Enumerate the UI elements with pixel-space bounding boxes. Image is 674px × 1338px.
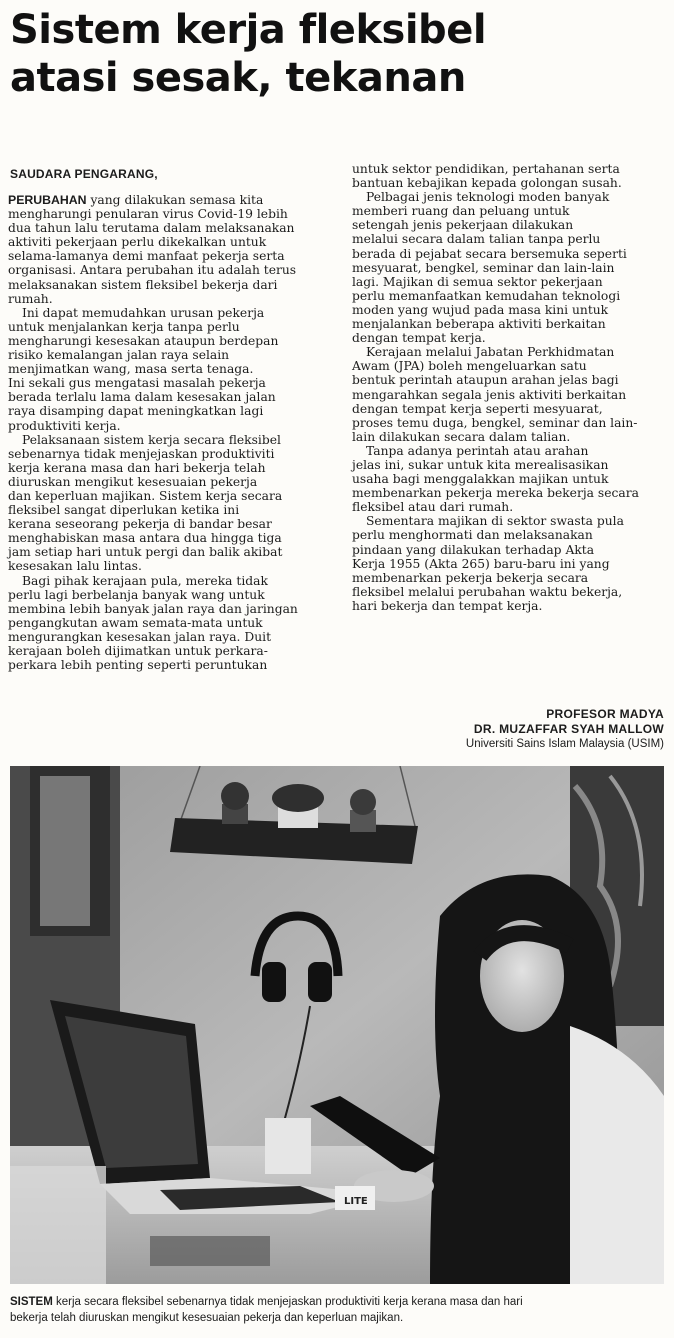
text-line: lain dilakukan secara dalam talian. xyxy=(352,429,571,444)
article-photo xyxy=(10,766,664,1284)
lead-word: PERUBAHAN xyxy=(8,193,87,207)
caption-line-2: bekerja telah diuruskan mengikut kesesuaian pekerja dan keperluan majikan. xyxy=(10,1312,404,1324)
text-line: perlu menghormati dan melaksanakan xyxy=(352,528,593,543)
text-line: kesesakan lalu lintas. xyxy=(8,559,142,574)
text-line: menjalankan beberapa aktiviti berkaitan xyxy=(352,317,606,332)
text-line: perlu lagi berbelanja banyak wang untuk xyxy=(8,587,265,602)
text-line: Awam (JPA) boleh mengeluarkan satu xyxy=(352,359,587,374)
text-line: aktiviti pekerjaan perlu dikekalkan untuk xyxy=(8,235,267,250)
photo-caption xyxy=(10,1294,670,1326)
text-line: untuk menjalankan kerja tanpa perlu xyxy=(8,319,240,334)
text-line: mengurangkan kesesakan jalan raya. Duit xyxy=(8,629,272,644)
text-line: jam setiap hari untuk pergi dan balik akibat xyxy=(8,545,283,560)
text-line: diuruskan mengikut kesesuaian pekerja xyxy=(8,474,258,489)
text-line: PERUBAHAN yang dilakukan semasa kita xyxy=(8,193,264,207)
text-line: lagi. Majikan di semua sektor pekerjaan xyxy=(352,274,603,289)
text-line: Kerajaan melalui Jabatan Perkhidmatan xyxy=(366,345,615,360)
text-line: menjimatkan wang, masa serta tenaga. xyxy=(8,362,254,377)
text-line: perkara lebih penting seperti peruntukan xyxy=(8,658,268,673)
text-line: mengarahkan segala jenis aktiviti berkaitan xyxy=(352,387,627,402)
caption-line-1: SISTEM kerja secara fleksibel sebenarnya tidak menjejaskan produktiviti kerja kerana masa dan hari xyxy=(10,1296,523,1308)
text-line: melalui secara dalam talian tanpa perlu xyxy=(352,232,601,247)
text-line: Sementara majikan di sektor swasta pula xyxy=(366,514,624,529)
text-line: raya disamping dapat meningkatkan lagi xyxy=(8,404,264,419)
text-line: Bagi pihak kerajaan pula, mereka tidak xyxy=(22,573,268,588)
text-line: Ini dapat memudahkan urusan pekerja xyxy=(22,305,265,320)
text-line: Pelbagai jenis teknologi moden banyak xyxy=(366,190,610,205)
text-line: kerajaan boleh dijimatkan untuk perkara- xyxy=(8,644,268,658)
caption-lead: SISTEM xyxy=(10,1296,53,1308)
text-line: jelas ini, sukar untuk kita merealisasikan xyxy=(352,457,609,472)
article-column-left xyxy=(8,193,341,672)
author-name: DR. MUZAFFAR SYAH MALLOW xyxy=(473,722,664,736)
text-line: Kerja 1955 (Akta 265) baru-baru ini yang xyxy=(352,556,610,571)
text-line: melaksanakan sistem fleksibel bekerja dari xyxy=(8,277,278,292)
text-line: Tanpa adanya perintah atau arahan xyxy=(366,443,589,458)
text-line: Pelaksanaan sistem kerja secara fleksibel xyxy=(22,432,281,447)
salutation: SAUDARA PENGARANG, xyxy=(10,167,158,181)
text-line: fleksibel sangat diperlukan ketika ini xyxy=(8,503,240,518)
author-affiliation: Universiti Sains Islam Malaysia (USIM) xyxy=(465,738,664,750)
text-line: pindaan yang dilakukan terhadap Akta xyxy=(352,542,595,557)
text-line: dengan tempat kerja. xyxy=(352,331,486,346)
text-line: bantuan kebajikan kepada golongan susah. xyxy=(352,176,622,191)
text-line: pengangkutan awam semata-mata untuk xyxy=(8,615,263,630)
text-line: risiko kemalangan jalan raya selain xyxy=(8,348,230,363)
text-line: fleksibel melalui perubahan waktu bekerja, xyxy=(352,584,623,599)
text-line: usaha bagi menggalakkan majikan untuk xyxy=(352,472,609,487)
text-line: bentuk perintah ataupun arahan jelas bagi xyxy=(352,373,619,388)
photo-label: LITE xyxy=(344,1196,368,1207)
text-line: selama-lamanya demi manfaat pekerja serta xyxy=(8,249,285,264)
text-line: fleksibel atau dari rumah. xyxy=(352,500,514,515)
text-line: hari bekerja dan tempat kerja. xyxy=(352,598,543,613)
text-line: mesyuarat, bengkel, seminar dan lain-lain xyxy=(352,260,615,275)
text-line: mengharungi kesesakan ataupun berdepan xyxy=(8,333,279,348)
text-line: berada di pejabat secara bersemuka seperti xyxy=(352,246,627,261)
text-line: untuk sektor pendidikan, pertahanan serta xyxy=(352,162,620,176)
text-line: Ini sekali gus mengatasi masalah pekerja xyxy=(8,376,266,391)
text-line: dan keperluan majikan. Sistem kerja secara xyxy=(8,488,283,503)
text-line: produktiviti kerja. xyxy=(8,418,121,433)
text-line: menghabiskan masa antara dua hingga tiga xyxy=(8,531,282,546)
text-line: membenarkan pekerja bekerja secara xyxy=(352,570,589,585)
text-line: setengah jenis pekerjaan dilakukan xyxy=(352,218,574,233)
text-line: moden yang wujud pada masa kini untuk xyxy=(352,302,609,317)
text-line: rumah. xyxy=(8,291,53,306)
text-line: sebenarnya tidak menjejaskan produktiviti xyxy=(8,446,275,461)
headline xyxy=(10,6,530,102)
photo-woman-working-laptop-icon xyxy=(10,766,664,1284)
headline-line-1: Sistem kerja fleksibel xyxy=(10,7,487,53)
text-line: kerana seseorang pekerja di bandar besar xyxy=(8,517,272,532)
text-line: membina lebih banyak jalan raya dan jaringan xyxy=(8,601,298,616)
headline-line-2: atasi sesak, tekanan xyxy=(10,55,466,101)
text-line: kerja kerana masa dan hari bekerja telah xyxy=(8,460,266,475)
text-line: dengan tempat kerja seperti mesyuarat, xyxy=(352,401,603,416)
text-line: perlu memanfaatkan kemudahan teknologi xyxy=(352,288,621,303)
text-line: proses temu duga, bengkel, seminar dan lain- xyxy=(352,415,638,430)
signature xyxy=(466,707,664,752)
text-line: membenarkan pekerja mereka bekerja secara xyxy=(352,486,639,501)
author-title: PROFESOR MADYA xyxy=(546,707,664,721)
text-line: organisasi. Antara perubahan itu adalah terus xyxy=(8,263,297,278)
text-line: berada terlalu lama dalam kesesakan jalan xyxy=(8,390,276,405)
text-line: mengharungi penularan virus Covid-19 lebih xyxy=(8,207,288,222)
text-line: dua tahun lalu terutama dalam melaksanakan xyxy=(8,221,295,236)
text-line: memberi ruang dan peluang untuk xyxy=(352,204,570,219)
article-column-right xyxy=(352,162,670,613)
